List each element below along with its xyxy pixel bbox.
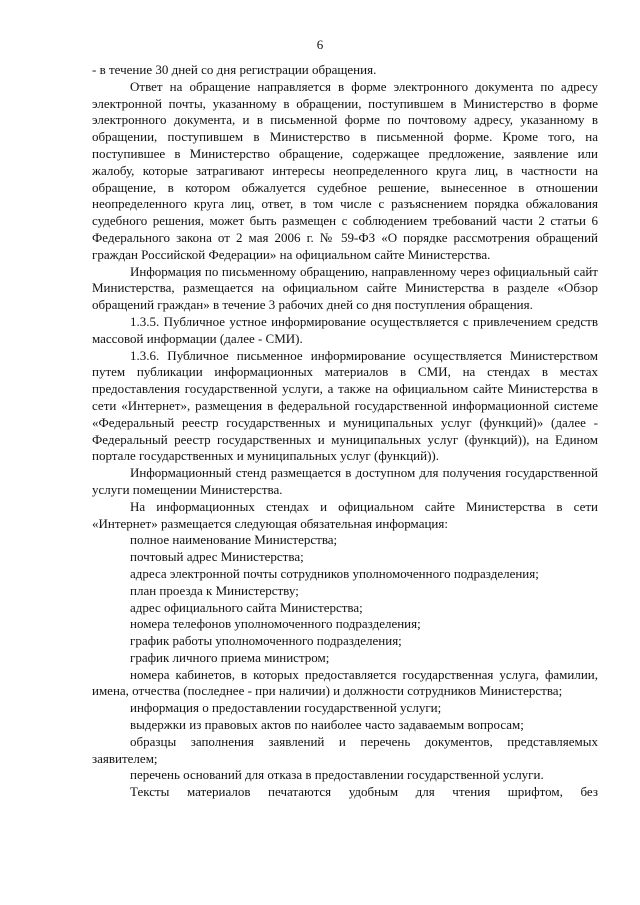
paragraph-website-info: Информация по письменному обращению, направленному через официальный сайт Министерства, размещается на официальном сайте Министерства в разделе «Обзор обращений граждан» в течение 3 рабочих дней со дня поступления обращения. <box>92 263 598 313</box>
body-text <box>92 62 598 801</box>
list-item: выдержки из правовых актов по наиболее часто задаваемым вопросам; <box>130 717 524 733</box>
list-item: почтовый адрес Министерства; <box>130 549 304 565</box>
list-item: номера кабинетов, в которых предоставляется государственная услуга, фамилии, имена, отчества (последнее - при наличии) и должности сотрудников Министерства; <box>92 666 598 699</box>
list-item: перечень оснований для отказа в предоставлении государственной услуги. <box>130 767 544 783</box>
paragraph-info-stand: Информационный стенд размещается в доступном для получения государственной услуги помещении Министерства. <box>92 465 598 497</box>
paragraph-1-3-6: 1.3.6. Публичное письменное информирование осуществляется Министерством путем публикации информационных материалов в СМИ, на стендах в местах предоставления государственной услуги, а также на официальном сайте Министерства в сети «Интернет», размещения в федеральной государственной информационной системе «Федеральный реестр государственных и муниципальных услуг (функций)» (далее - Федеральный реестр государственных и муниципальных услуг (функций)), на Едином портале государственных и муниципальных услуг (функций)). <box>92 347 598 464</box>
list-item: полное наименование Министерства; <box>130 532 338 548</box>
page-number: 6 <box>316 37 324 52</box>
paragraph-required-info-intro: На информационных стендах и официальном сайте Министерства в сети «Интернет» размещается следующая обязательная информация: <box>92 498 598 531</box>
list-item: график работы уполномоченного подразделения; <box>130 633 402 649</box>
list-item: образцы заполнения заявлений и перечень документов, представляемых заявителем; <box>92 733 598 766</box>
paragraph-response-form: Ответ на обращение направляется в форме электронного документа по адресу электронной почты, указанному в обращении, поступившем в Министерство в форме электронного документа, и в письменной форме по почтовому адресу, указанному в обращении, поступившем в Министерство в письменной форме. Кроме того, на поступившее в Министерство обращение, содержащее предложение, заявление или жалобу, которые затрагивают интересы неопределенного круга лиц, в частности на обращение, в котором обжалуется судебное решение, вынесенное в отношении неопределенного круга лиц, ответ, в том числе с разъяснением порядка обжалования судебного решения, может быть размещен с соблюдением требований части 2 статьи 6 Федерального закона от 2 мая 2006 г. № 59-ФЗ «О порядке рассмотрения обращений граждан Российской Федерации» на официальном сайте Министерства. <box>92 78 598 262</box>
paragraph-1-3-5: 1.3.5. Публичное устное информирование осуществляется с привлечением средств массовой информации (далее - СМИ). <box>92 313 598 346</box>
list-item: номера телефонов уполномоченного подразделения; <box>130 616 421 632</box>
paragraph-materials-font: Тексты материалов печатаются удобным для чтения шрифтом, без <box>130 784 598 800</box>
list-item: план проезда к Министерству; <box>130 582 299 598</box>
list-item: график личного приема министром; <box>130 649 330 665</box>
paragraph-deadline: - в течение 30 дней со дня регистрации обращения. <box>92 62 377 77</box>
list-item: адрес официального сайта Министерства; <box>130 599 363 615</box>
list-item: информация о предоставлении государственной услуги; <box>130 700 442 716</box>
list-item: адреса электронной почты сотрудников уполномоченного подразделения; <box>130 565 539 581</box>
